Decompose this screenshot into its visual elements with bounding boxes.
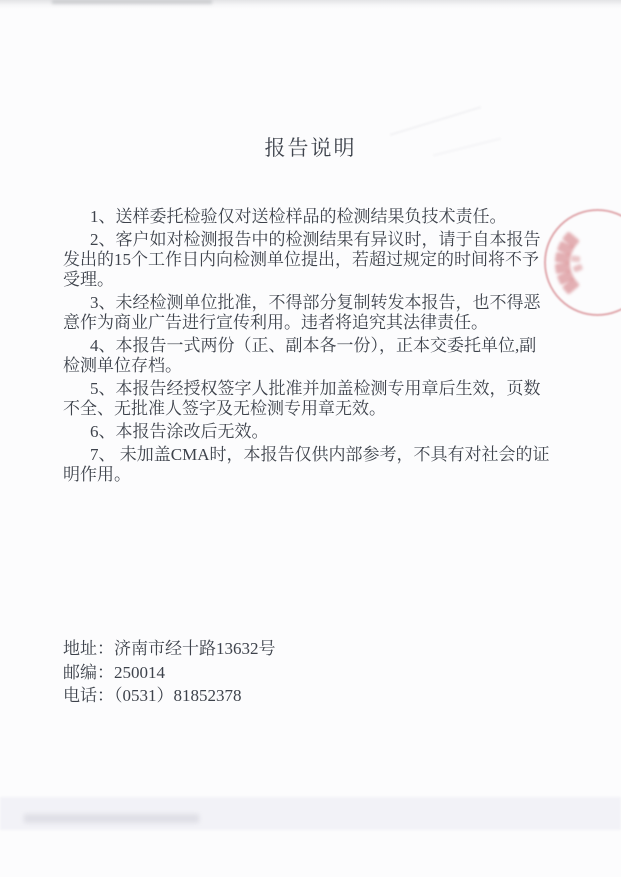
address-label: 地址： (63, 639, 114, 658)
scan-smudge-bottom-left (24, 814, 199, 823)
address-line (63, 637, 276, 661)
red-seal-stamp-icon (544, 209, 621, 316)
address-value: 济南市经十路13632号 (114, 639, 276, 658)
postcode-line (63, 661, 276, 685)
report-notes (63, 207, 553, 485)
postcode-value: 250014 (114, 662, 165, 682)
scan-smudge-top-left (52, 0, 212, 4)
report-note-paragraph-2: 2、客户如对检测报告中的检测结果有异议时，请于自本报告发出的15个工作日内向检测单位提出，若超过规定的时间将不予受理。 (63, 230, 541, 289)
seal-glyph-mark (572, 263, 583, 272)
report-note-paragraph-3: 3、未经检测单位批准，不得部分复制转发本报告，也不得恶意作为商业广告进行宣传利用。违者将追究其法律责任。 (63, 293, 541, 332)
report-note-paragraph-6: 6、本报告涂改后无效。 (90, 422, 269, 441)
report-note-paragraph-7: 7、 未加盖CMA时，本报告仅供内部参考，不具有对社会的证明作用。 (63, 445, 550, 484)
report-note-paragraph-4: 4、本报告一式两份（正、副本各一份），正本交委托单位,副检测单位存档。 (63, 336, 537, 375)
seal-glyph-mark (570, 255, 580, 262)
page-title: 报告说明 (264, 136, 357, 160)
report-note-paragraph-5: 5、本报告经授权签字人批准并加盖检测专用章后生效，页数不全、无批准人签字及无检测专用章无效。 (63, 379, 541, 418)
report-note-paragraph-1: 1、送样委托检验仅对送检样品的检测结果负技术责任。 (90, 207, 507, 226)
contact-info (63, 637, 276, 708)
phone-label: 电话： (63, 686, 114, 705)
phone-value: （0531）81852378 (114, 686, 242, 705)
postcode-label: 邮编： (63, 662, 114, 682)
phone-line (63, 684, 276, 708)
